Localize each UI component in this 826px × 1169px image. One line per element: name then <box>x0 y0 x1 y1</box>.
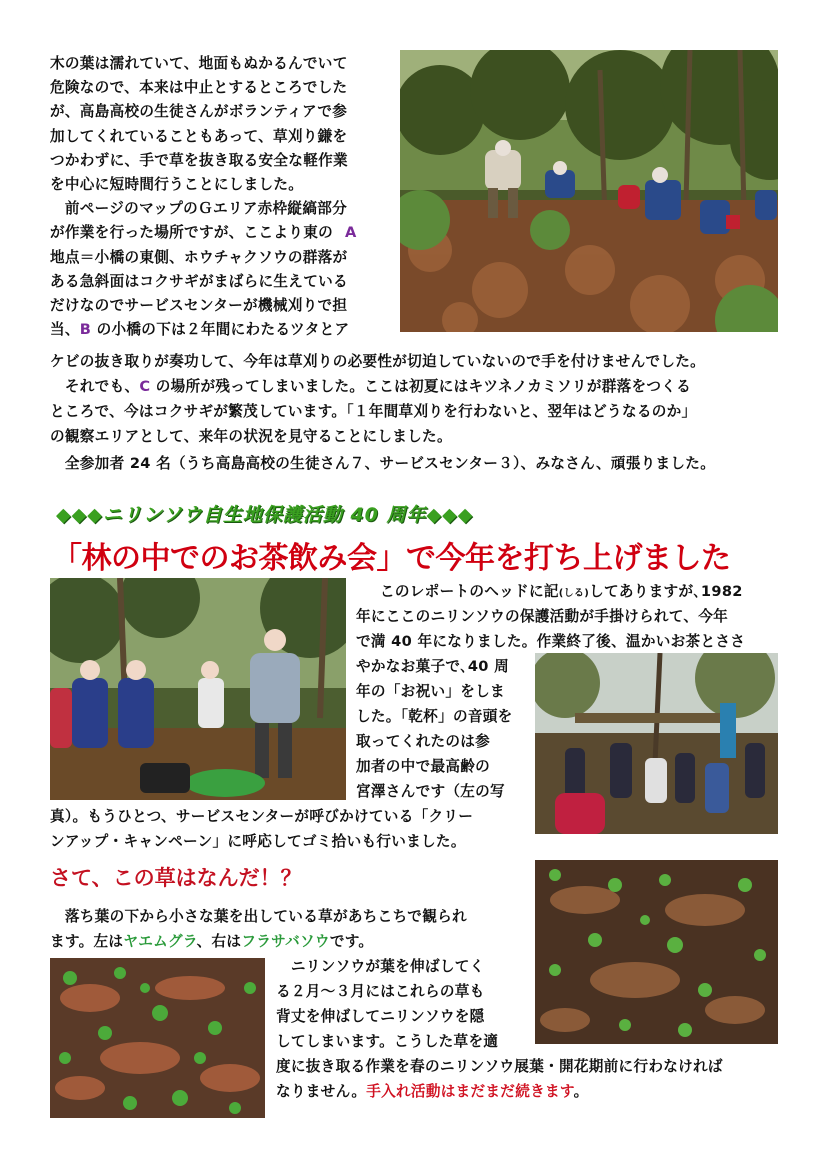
furasabasou-photo <box>535 860 778 1044</box>
point-a-label: A <box>344 224 357 242</box>
plant-name-furasabasou: フラサバソウ <box>241 933 330 950</box>
text-line: 年にここのニリンソウの保護活動が手掛けられて、今年 <box>356 608 729 625</box>
text-line: だけなのでサービスセンターが機械刈りで担 <box>50 297 348 314</box>
text-line: やかなお菓子で､40 周 <box>356 658 510 675</box>
point-c-label: C <box>139 378 151 395</box>
text-line: 年の「お祝い」をしま <box>356 683 505 700</box>
text-line: 取ってくれたのは参 <box>356 733 491 750</box>
banner-title: ニリンソウ自生地保護活動 40 周年 <box>102 504 427 526</box>
text-fragment: 当、 <box>50 321 80 339</box>
text-line: ケビの抜き取りが奏功して、今年は草刈りの必要性が切迫していないので手を付けませんでした。 <box>50 353 706 370</box>
text-line <box>276 1080 589 1104</box>
text-line: を中心に短時間行うことにしました。 <box>50 176 304 193</box>
text-fragment: が作業を行った場所ですが、ここより東の <box>50 224 333 242</box>
text-fragment: してありますが､1982 <box>589 583 743 600</box>
text-line: 度に抜き取る作業を春のニリンソウ展葉・開花期前に行わなければ <box>276 1058 723 1075</box>
diamond-decoration: ◆◆◆ <box>56 504 103 526</box>
text-line: で満 40 年になりました。作業終了後、温かいお茶とささ <box>356 633 746 650</box>
text-line: の観察エリアとして、来年の状況を見守ることにしました。 <box>50 428 452 445</box>
page-heading: 「林の中でのお茶飲み会」で今年を打ち上げました <box>52 541 731 576</box>
text-line: した。「乾杯」の音頭を <box>356 708 513 725</box>
text-line: る２月～３月にはこれらの草も <box>276 983 485 1000</box>
text-fragment: の小橋の下は２年間にわたるツタとア <box>91 321 350 339</box>
text-fragment: このレポートのヘッドに記 <box>380 583 559 600</box>
text-line <box>50 375 691 399</box>
plant-name-yaemugura: ヤエムグラ <box>123 933 197 950</box>
text-line <box>50 221 357 245</box>
text-fragment: それでも、 <box>50 378 140 395</box>
text-line: してしまいます。こうした草を適 <box>276 1033 499 1050</box>
text-fragment: 。 <box>573 1083 589 1100</box>
text-line: が、高島高校の生徒さんがボランティアで参 <box>50 103 348 121</box>
closing-emphasis: 手入れ活動はまだまだ続きます <box>366 1083 574 1100</box>
text-line <box>380 580 743 606</box>
text-line: つかわずに、手で草を抜き取る安全な軽作業 <box>50 151 348 169</box>
anniversary-banner <box>56 500 473 527</box>
text-line: 宮澤さんです（左の写 <box>356 783 505 800</box>
text-line: ある急斜面はコクサギがまばらに生えている <box>50 272 348 290</box>
section1-text <box>50 52 790 482</box>
text-line: 加者の中で最高齢の <box>356 758 491 775</box>
text-line: 落ち葉の下から小さな葉を出している草があちこちで観られ <box>50 908 467 925</box>
group-photo <box>535 653 778 834</box>
ruby-note: (しる) <box>558 588 590 599</box>
diamond-decoration: ◆◆◆ <box>426 504 474 526</box>
text-fragment: です。 <box>329 933 374 950</box>
point-b-label: B <box>79 321 92 339</box>
text-line: 危険なので、本来は中止とするところでした <box>50 79 348 97</box>
text-line <box>50 930 373 954</box>
text-line: 全参加者 24 名（うち高島高校の生徒さん７、サービスセンター３）、みなさん、頑張りました。 <box>50 455 716 472</box>
text-fragment: の場所が残ってしまいました。ここは初夏にはキツネノカミソリが群落をつくる <box>150 378 692 395</box>
text-line: 加してくれていることもあって、草刈り鎌を <box>50 127 348 145</box>
text-line: ンアップ・キャンペーン」に呼応してゴミ拾いも行いました。 <box>50 833 466 850</box>
text-fragment: 、右は <box>196 933 242 950</box>
text-line: 真）。もうひとつ、サービスセンターが呼びかけている「クリー <box>50 808 474 825</box>
text-line: 木の葉は濡れていて、地面もぬかるんでいて <box>50 55 348 72</box>
text-line: 背丈を伸ばしてニリンソウを隠 <box>276 1008 485 1025</box>
text-line: 地点＝小橋の東側、ホウチャクソウの群落が <box>50 248 348 266</box>
text-fragment: なりません。 <box>276 1083 367 1100</box>
text-line <box>50 318 349 342</box>
text-fragment: ます。左は <box>50 933 124 950</box>
text-line: ところで、今はコクサギが繁茂しています。「１年間草刈りを行わないと、翌年はどうなるのか」 <box>50 403 697 420</box>
section-subheading: さて、この草はなんだ！？ <box>50 866 302 890</box>
text-line: ニリンソウが葉を伸ばしてく <box>276 958 485 975</box>
text-line: 前ページのマップのＧエリア赤枠縦縞部分 <box>50 200 348 218</box>
yaemugura-photo <box>50 958 265 1118</box>
tea-party-photo <box>50 578 346 800</box>
